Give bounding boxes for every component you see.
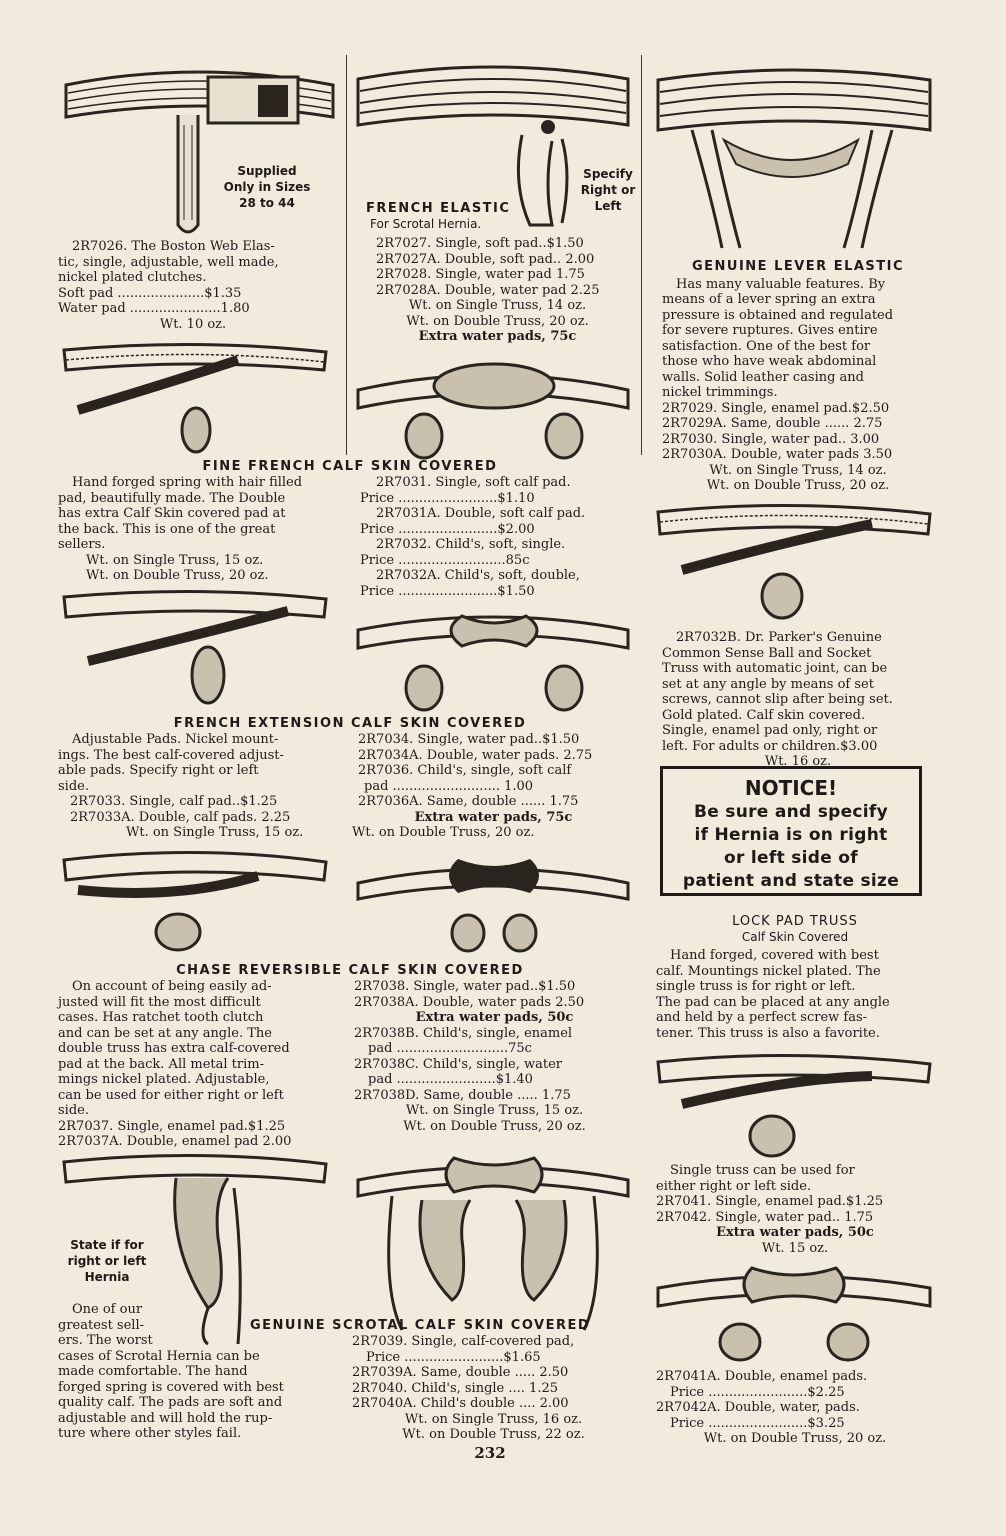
price-line: Price ........................$2.25: [670, 1384, 845, 1400]
price-line: 2R7031A. Double, soft calf pad.: [376, 506, 586, 521]
chase-reversible-left-text: [58, 979, 338, 1150]
description-line: adjustable and will hold the rup-: [58, 1410, 273, 1426]
lock-pad-text: [656, 914, 934, 1041]
boston-size-note: [212, 163, 322, 211]
weight-line: Wt. on Double Truss, 20 oz.: [703, 1431, 887, 1446]
description-line: the back. This is one of the great: [58, 521, 276, 537]
section-title: GENUINE LEVER ELASTIC: [691, 259, 905, 274]
weight-line: Wt. on Single Truss, 16 oz.: [404, 1411, 583, 1427]
scrotal-double-illustration: [352, 1140, 634, 1335]
price-line: 2R7029. Single, enamel pad.$2.50: [662, 400, 890, 416]
french-extension-double-illustration: [352, 600, 634, 715]
description-line: double truss has extra calf-covered: [58, 1041, 290, 1056]
description-line: and held by a perfect screw fas-: [656, 1010, 868, 1025]
description-line: pressure is obtained and regulated: [662, 307, 894, 323]
description-line: ture where other styles fail.: [58, 1426, 242, 1441]
side-note-line: Specify: [583, 167, 633, 181]
price-line: 2R7031. Single, soft calf pad.: [376, 475, 571, 490]
price-line: pad .......................... 1.00: [364, 778, 534, 794]
lock-pad-double-text: [656, 1369, 934, 1447]
size-note-line: Supplied: [237, 164, 297, 178]
price-line: pad ...........................75c: [368, 1041, 532, 1056]
weight-line: Wt. on Double Truss, 20 oz.: [86, 568, 269, 583]
size-note-line: Only in Sizes: [223, 180, 311, 194]
description-line: Single truss can be used for: [670, 1163, 855, 1178]
description-line: Hand forged, covered with best: [670, 948, 879, 963]
notice-line: if Hernia is on right: [694, 825, 888, 845]
description-line: mings nickel plated. Adjustable,: [58, 1072, 270, 1087]
price-line: 2R7042A. Double, water, pads.: [656, 1400, 860, 1415]
notice-line: or left side of: [724, 848, 858, 868]
price-line: 2R7039. Single, calf-covered pad,: [352, 1334, 575, 1349]
description-line: sellers.: [58, 537, 106, 552]
price-line: 2R7029A. Same, double ...... 2.75: [662, 416, 883, 431]
weight-line: Wt. on Single Truss, 15 oz.: [86, 552, 264, 568]
price-line: Price ........................$1.50: [360, 583, 535, 599]
price-line: 2R7030A. Double, water pads 3.50: [662, 447, 893, 462]
weight-line: Wt. on Single Truss, 14 oz.: [709, 462, 887, 478]
description-line: ings. The best calf-covered adjust-: [58, 747, 284, 763]
extra-pads-line: Extra water pads, 50c: [415, 1010, 574, 1025]
price-line: 2R7036. Child's, single, soft calf: [358, 763, 572, 778]
description-line: means of a lever spring an extra: [662, 292, 876, 307]
weight-line: Wt. on Double Truss, 20 oz.: [706, 478, 890, 493]
description-line: Common Sense Ball and Socket: [662, 645, 872, 661]
extra-pads-line: Extra water pads, 75c: [418, 329, 577, 344]
weight-line: Wt. on Double Truss, 20 oz.: [403, 1118, 586, 1134]
section-subtitle: For Scrotal Hernia.: [370, 216, 482, 231]
price-line: 2R7038D. Same, double ..... 1.75: [354, 1087, 571, 1103]
chase-reversible-right-text: [354, 979, 635, 1134]
description-line: screws, cannot slip after being set.: [662, 692, 893, 707]
description-line: One of our: [72, 1302, 143, 1317]
description-line: nickel trimmings.: [662, 385, 778, 400]
fine-french-single-illustration: [58, 340, 333, 455]
price-line: 2R7042. Single, water pad.. 1.75: [656, 1209, 874, 1225]
description-line: and can be set at any angle. The: [58, 1025, 272, 1041]
price-line: Price ........................$1.10: [360, 490, 535, 506]
price-line: Soft pad .....................$1.35: [58, 285, 242, 301]
weight-line: Wt. on Double Truss, 20 oz.: [352, 825, 535, 840]
price-line: 2R7038C. Child's, single, water: [354, 1056, 563, 1072]
side-note-line: Left: [594, 199, 622, 213]
item-line: nickel plated clutches.: [58, 270, 207, 285]
extra-pads-line: Extra water pads, 50c: [716, 1225, 874, 1240]
description-line: can be used for either right or left: [58, 1087, 284, 1103]
price-line: 2R7038. Single, water pad..$1.50: [354, 979, 576, 994]
section-title: LOCK PAD TRUSS: [732, 914, 858, 929]
section-title: FRENCH ELASTIC: [366, 201, 511, 216]
boston-web-elastic-text: [58, 239, 328, 332]
fine-french-double-illustration: [352, 350, 634, 465]
description-line: forged spring is covered with best: [58, 1379, 284, 1395]
price-line: Price ........................$1.65: [366, 1349, 541, 1365]
lock-pad-single-illustration: [652, 1048, 937, 1160]
chase-reversible-single-illustration: [58, 840, 333, 960]
description-line: either right or left side.: [656, 1178, 812, 1194]
price-line: 2R7027A. Double, soft pad.. 2.00: [376, 251, 595, 267]
description-line: quality calf. The pads are soft and: [58, 1395, 283, 1410]
item-line: 2R7026. The Boston Web Elas-: [72, 239, 275, 254]
page-number: 232: [474, 1444, 506, 1462]
price-line: 2R7028A. Double, water pad 2.25: [376, 282, 600, 298]
description-line: 2R7032B. Dr. Parker's Genuine: [676, 630, 882, 645]
description-line: made comfortable. The hand: [58, 1364, 248, 1379]
price-line: Water pad ......................1.80: [58, 301, 250, 316]
section-subtitle: Calf Skin Covered: [741, 929, 849, 944]
french-extension-right-text: [352, 732, 635, 841]
lever-elastic-text: [662, 259, 934, 494]
price-line: 2R7038A. Double, water pads 2.50: [354, 994, 585, 1010]
weight-line: Wt. on Single Truss, 15 oz.: [126, 825, 304, 840]
fine-french-title: FINE FRENCH CALF SKIN COVERED: [202, 459, 498, 474]
description-line: calf. Mountings nickel plated. The: [656, 963, 881, 979]
scrotal-state-note: [52, 1237, 162, 1285]
french-extension-single-illustration: [58, 585, 333, 710]
size-note-line: 28 to 44: [239, 196, 295, 210]
price-line: 2R7039A. Same, double ..... 2.50: [352, 1365, 569, 1380]
chase-reversible-double-illustration: [352, 845, 634, 960]
french-extension-title: FRENCH EXTENSION CALF SKIN COVERED: [173, 716, 527, 731]
price-line: Price ........................$3.25: [670, 1415, 845, 1431]
state-note-line: Hernia: [84, 1270, 130, 1284]
parker-truss-illustration: [652, 500, 937, 625]
description-line: On account of being easily ad-: [72, 979, 272, 994]
price-line: 2R7040. Child's, single .... 1.25: [352, 1380, 558, 1396]
notice-box: [660, 766, 922, 896]
notice-line: Be sure and specify: [693, 802, 889, 822]
description-line: for severe ruptures. Gives entire: [662, 323, 878, 338]
column-divider-right: [641, 55, 642, 455]
description-line: pad at the back. All metal trim-: [58, 1056, 264, 1072]
notice-title: NOTICE!: [744, 776, 838, 800]
price-line: 2R7032. Child's, soft, single.: [376, 537, 566, 552]
description-line: side.: [58, 778, 89, 794]
description-line: walls. Solid leather casing and: [662, 369, 865, 385]
scrotal-right-text: [352, 1334, 635, 1443]
description-line: satisfaction. One of the best for: [662, 338, 871, 354]
weight-line: Wt. 10 oz.: [159, 316, 227, 332]
description-line: Adjustable Pads. Nickel mount-: [72, 732, 279, 747]
description-line: Gold plated. Calf skin covered.: [662, 707, 866, 723]
item-line: tic, single, adjustable, well made,: [58, 254, 279, 270]
price-line: 2R7027. Single, soft pad..$1.50: [376, 236, 584, 251]
price-line: 2R7034A. Double, water pads. 2.75: [358, 747, 593, 763]
description-line: Single, enamel pad only, right or: [662, 723, 878, 738]
price-line: 2R7041. Single, enamel pad.$1.25: [656, 1194, 884, 1209]
price-line: 2R7030. Single, water pad.. 3.00: [662, 431, 880, 447]
description-line: The pad can be placed at any angle: [656, 994, 890, 1010]
description-line: ers. The worst: [58, 1333, 153, 1348]
description-line: cases of Scrotal Hernia can be: [58, 1348, 260, 1364]
chase-reversible-title: CHASE REVERSIBLE CALF SKIN COVERED: [176, 963, 524, 978]
description-line: pad, beautifully made. The Double: [58, 490, 286, 506]
price-line: 2R7040A. Child's double .... 2.00: [352, 1396, 569, 1411]
fine-french-right-text: [360, 475, 635, 599]
description-line: Truss with automatic joint, can be: [662, 661, 888, 676]
lock-pad-single-text: [656, 1163, 934, 1256]
description-line: those who have weak abdominal: [662, 354, 877, 369]
description-line: side.: [58, 1103, 89, 1118]
weight-line: Wt. on Double Truss, 22 oz.: [402, 1427, 585, 1442]
state-note-line: State if for: [70, 1238, 144, 1252]
french-elastic-text: [360, 201, 635, 345]
price-line: 2R7041A. Double, enamel pads.: [656, 1369, 868, 1384]
notice-line: patient and state size: [682, 871, 900, 891]
state-note-line: right or left: [67, 1254, 147, 1268]
french-extension-left-text: [58, 732, 338, 841]
column-divider-left: [346, 55, 347, 455]
weight-line: Wt. 16 oz.: [764, 754, 832, 769]
price-line: 2R7038B. Child's, single, enamel: [354, 1025, 573, 1041]
weight-line: Wt. on Single Truss, 14 oz.: [408, 298, 587, 313]
price-line: 2R7037A. Double, enamel pad 2.00: [58, 1134, 292, 1149]
price-line: 2R7028. Single, water pad 1.75: [376, 267, 585, 282]
lever-elastic-illustration: [652, 60, 937, 255]
price-line: pad ........................$1.40: [368, 1072, 533, 1087]
price-line: 2R7033A. Double, calf pads. 2.25: [70, 809, 291, 825]
scrotal-title: GENUINE SCROTAL CALF SKIN COVERED: [250, 1318, 591, 1333]
price-line: Price ..........................85c: [360, 552, 530, 568]
price-line: 2R7033. Single, calf pad..$1.25: [70, 794, 278, 809]
fine-french-left-text: [58, 475, 338, 584]
description-line: Hand forged spring with hair filled: [72, 475, 303, 490]
weight-line: Wt. on Double Truss, 20 oz.: [406, 313, 589, 329]
side-note-line: Right or: [580, 183, 636, 197]
parker-truss-text: [662, 630, 934, 770]
description-line: single truss is for right or left.: [656, 979, 856, 994]
description-line: has extra Calf Skin covered pad at: [58, 506, 286, 521]
price-line: left. For adults or children.$3.00: [662, 738, 878, 754]
description-line: greatest sell-: [58, 1317, 144, 1333]
weight-line: Wt. 15 oz.: [761, 1240, 829, 1256]
boston-web-elastic-illustration: [58, 55, 343, 240]
description-line: justed will fit the most difficult: [58, 994, 261, 1010]
description-line: set at any angle by means of set: [662, 676, 874, 692]
description-line: tener. This truss is also a favorite.: [656, 1025, 880, 1041]
price-line: 2R7037. Single, enamel pad.$1.25: [58, 1118, 286, 1134]
description-line: cases. Has ratchet tooth clutch: [58, 1010, 264, 1025]
price-line: 2R7036A. Same, double ...... 1.75: [358, 794, 579, 809]
price-line: 2R7034. Single, water pad..$1.50: [358, 732, 580, 747]
description-line: able pads. Specify right or left: [58, 763, 259, 778]
price-line: 2R7032A. Child's, soft, double,: [376, 568, 580, 583]
weight-line: Wt. on Single Truss, 15 oz.: [405, 1103, 584, 1118]
description-line: Has many valuable features. By: [676, 276, 886, 292]
extra-pads-line: Extra water pads, 75c: [414, 809, 573, 825]
price-line: Price ........................$2.00: [360, 521, 535, 537]
lock-pad-double-illustration: [652, 1258, 937, 1370]
